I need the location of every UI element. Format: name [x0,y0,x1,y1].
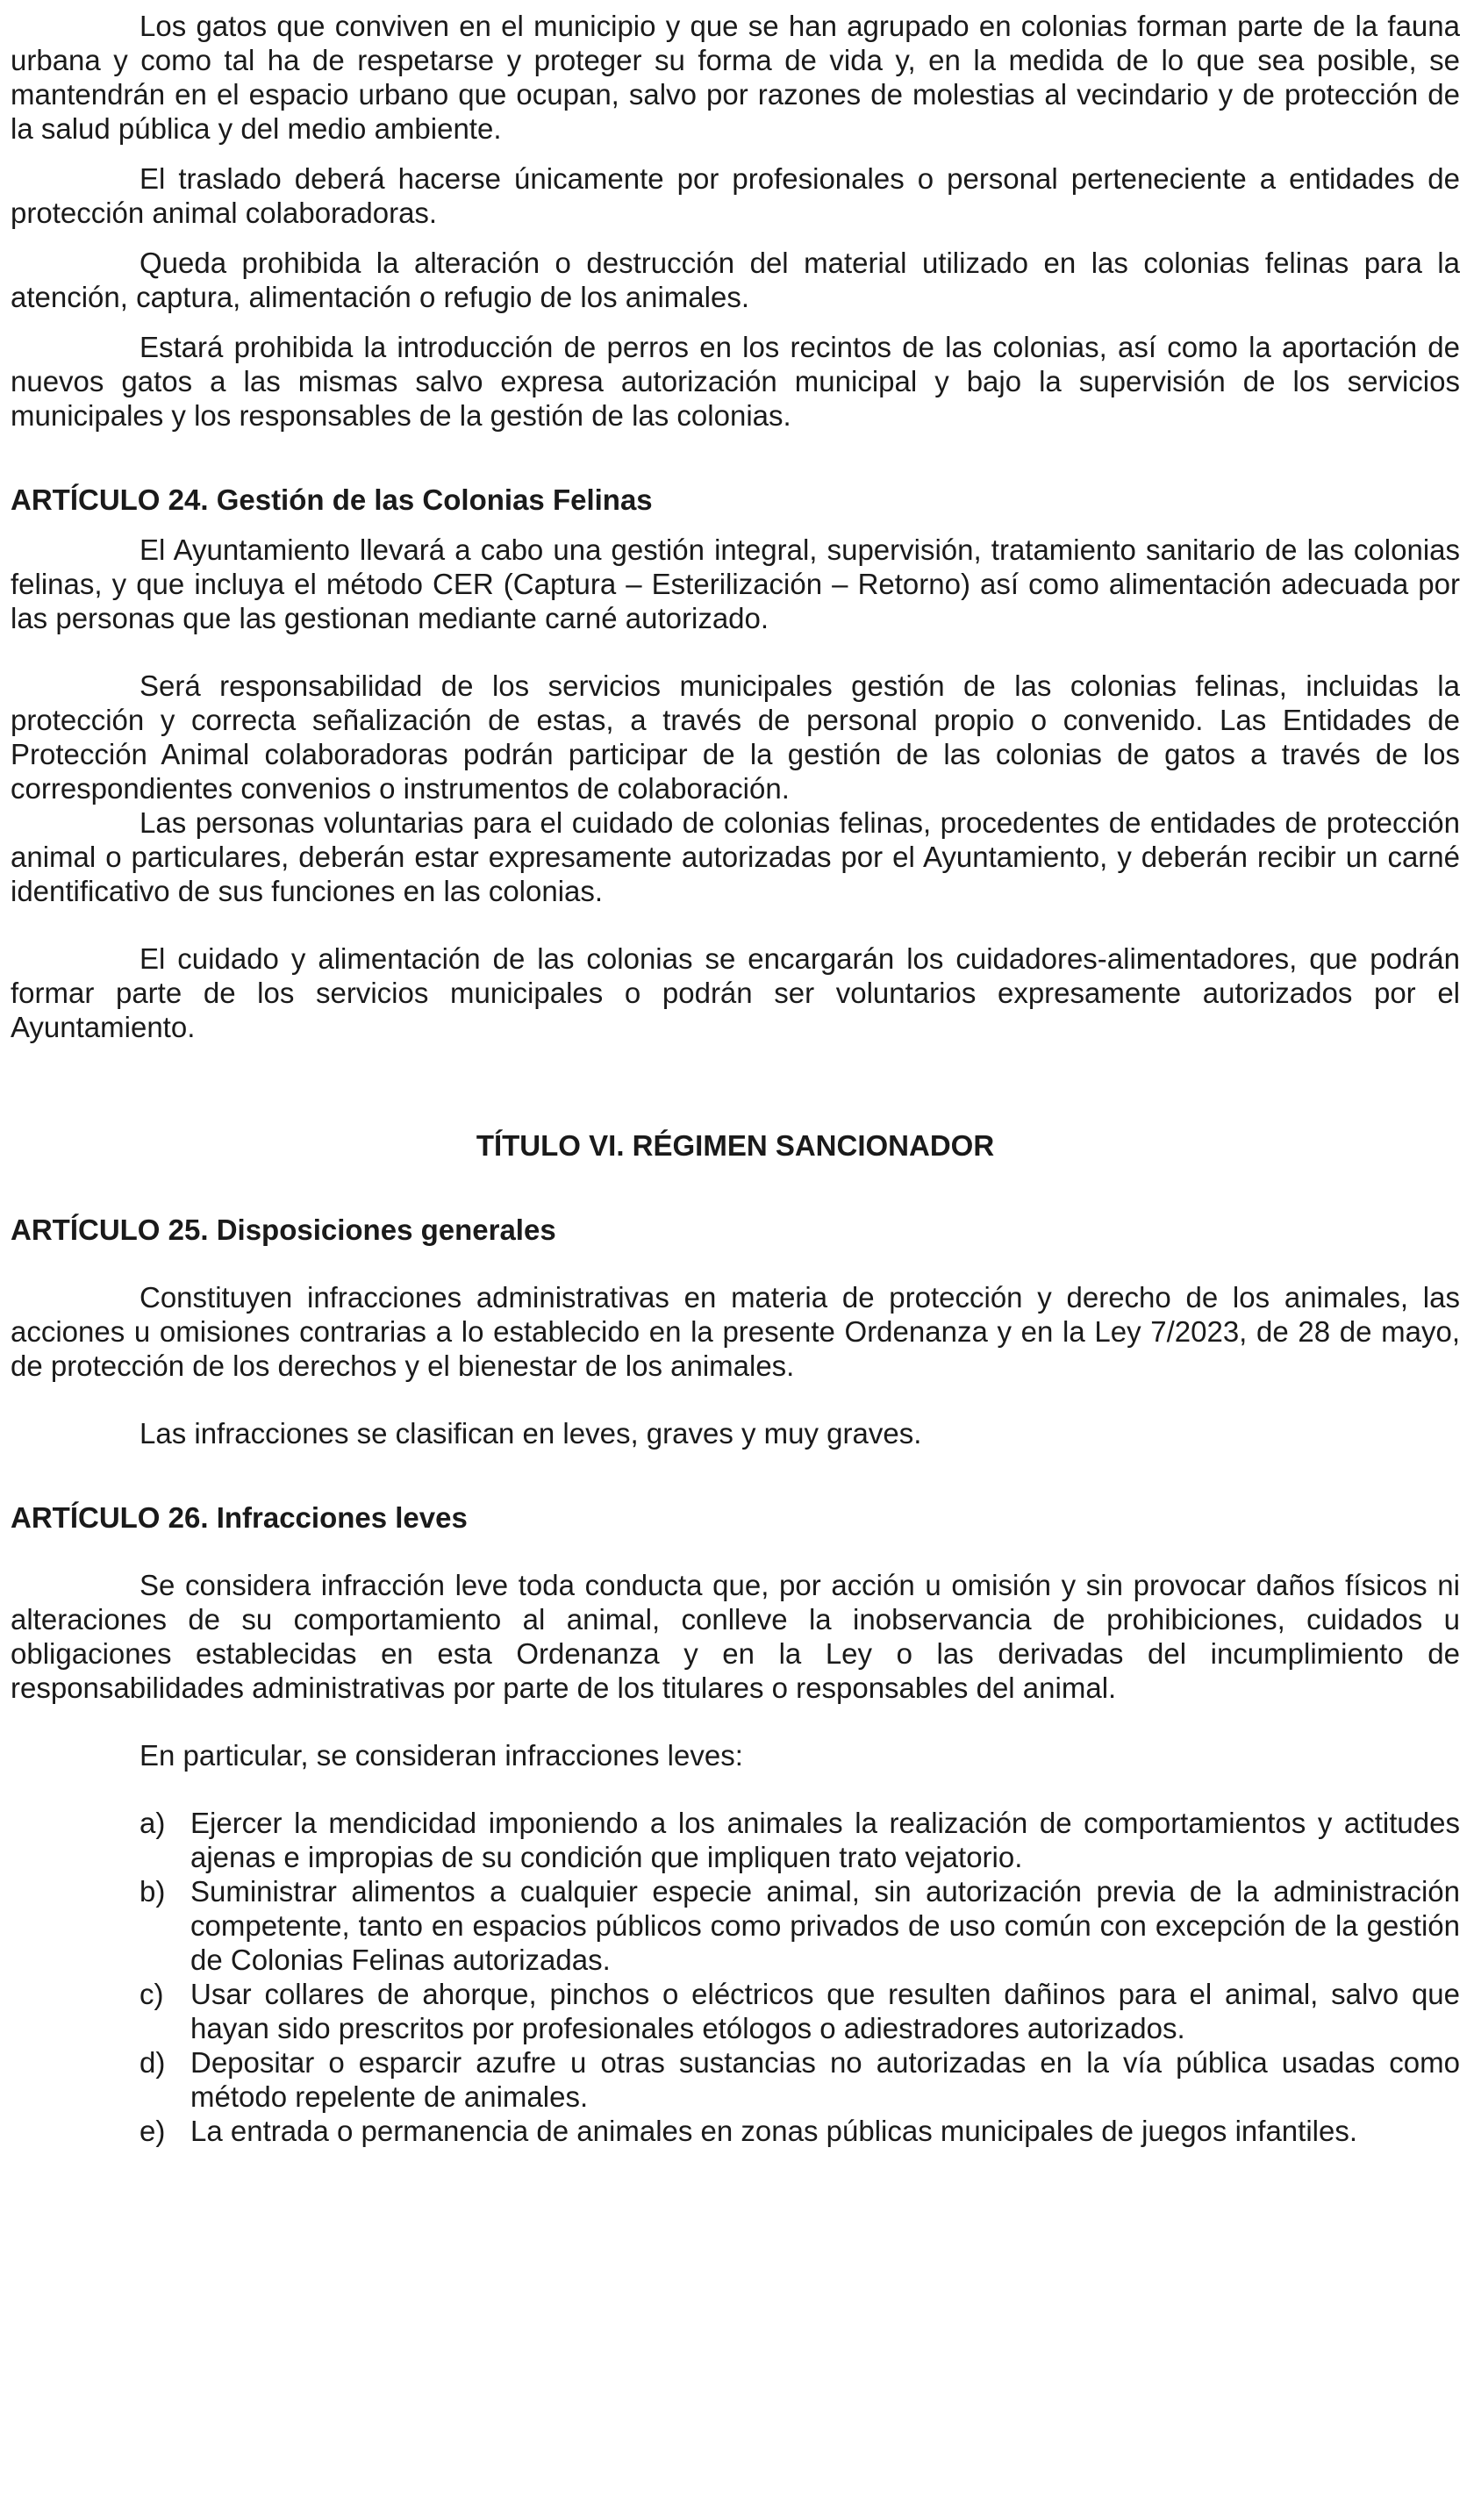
list-item [11,1874,1460,1977]
document-page [11,9,1460,2148]
list-item-text: Ejercer la mendicidad imponiendo a los animales la realización de comportamientos y actitudes ajenas e impropias de su condición que impliquen trato vejatorio. [190,1807,1460,1873]
paragraph: Los gatos que conviven en el municipio y que se han agrupado en colonias forman parte de la fauna urbana y como tal ha de respetarse y proteger su forma de vida y, en la medida de lo que sea posible, se mantendrán en el espacio urbano que ocupan, salvo por razones de molestias al vecindario y de protección de la salud pública y del medio ambiente. [11,10,1460,145]
paragraph: Estará prohibida la introducción de perros en los recintos de las colonias, así como la aportación de nuevos gatos a las mismas salvo expresa autorización municipal y bajo la supervisión de los servicios municipales y los responsables de la gestión de las colonias. [11,331,1460,432]
list-item-text: Usar collares de ahorque, pinchos o eléctricos que resulten dañinos para el animal, salvo que hayan sido prescritos por profesionales etólogos o adiestradores autorizados. [190,1978,1460,2044]
list-marker: d) [140,2046,166,2079]
list-marker: b) [140,1875,166,1908]
article-24-heading: ARTÍCULO 24. Gestión de las Colonias Felinas [11,483,653,516]
list-item-text: Suministrar alimentos a cualquier especie animal, sin autorización previa de la administración competente, tanto en espacios públicos como privados de uso común con excepción de la gestión de Colonias Felinas autorizadas. [190,1875,1460,1976]
list-item [11,1977,1460,2045]
paragraph: El traslado deberá hacerse únicamente por profesionales o personal perteneciente a entidades de protección animal colaboradoras. [11,162,1460,229]
list-marker: a) [140,1807,166,1839]
paragraph: Las personas voluntarias para el cuidado de colonias felinas, procedentes de entidades de protección animal o particulares, deberán estar expresamente autorizadas por el Ayuntamiento, y deberán recibir un carné identificativo de sus funciones en las colonias. [11,806,1460,907]
paragraph: Constituyen infracciones administrativas en materia de protección y derecho de los animales, las acciones u omisiones contrarias a lo establecido en la presente Ordenanza y en la Ley 7/2023, de 28 de mayo, de protección de los derechos y el bienestar de los animales. [11,1281,1460,1382]
infractions-list [11,1806,1460,2148]
list-item [11,2045,1460,2114]
list-marker: c) [140,1978,164,2010]
list-marker: e) [140,2115,166,2147]
title-vi: TÍTULO VI. RÉGIMEN SANCIONADOR [476,1129,995,1162]
list-item [11,2114,1460,2148]
list-item-text: Depositar o esparcir azufre u otras sustancias no autorizadas en la vía pública usadas como método repelente de animales. [190,2046,1460,2113]
article-26-heading: ARTÍCULO 26. Infracciones leves [11,1501,468,1534]
paragraph: El cuidado y alimentación de las colonias se encargarán los cuidadores-alimentadores, que podrán formar parte de los servicios municipales o podrán ser voluntarios expresamente autorizados por el Ayuntamiento. [11,942,1460,1043]
article-25-heading: ARTÍCULO 25. Disposiciones generales [11,1213,556,1246]
paragraph: Las infracciones se clasifican en leves, graves y muy graves. [140,1417,922,1450]
paragraph: En particular, se consideran infracciones leves: [140,1739,743,1772]
paragraph: El Ayuntamiento llevará a cabo una gestión integral, supervisión, tratamiento sanitario de las colonias felinas, y que incluya el método CER (Captura – Esterilización – Retorno) así como alimentación adecuada por las personas que las gestionan mediante carné autorizado. [11,533,1460,634]
list-item [11,1806,1460,1874]
list-item-text: La entrada o permanencia de animales en zonas públicas municipales de juegos infantiles. [190,2115,1358,2147]
paragraph: Será responsabilidad de los servicios municipales gestión de las colonias felinas, incluidas la protección y correcta señalización de estas, a través de personal propio o convenido. Las Entidades de Protección Animal colaboradoras podrán participar de la gestión de las colonias de gatos a través de los correspondientes convenios o instrumentos de colaboración. [11,669,1460,805]
paragraph: Queda prohibida la alteración o destrucción del material utilizado en las colonias felinas para la atención, captura, alimentación o refugio de los animales. [11,247,1460,313]
paragraph: Se considera infracción leve toda conducta que, por acción u omisión y sin provocar daños físicos ni alteraciones de su comportamiento al animal, conlleve la inobservancia de prohibiciones, cuidados u obligaciones establecidas en esta Ordenanza y en la Ley o las derivadas del incumplimiento de responsabilidades administrativas por parte de los titulares o responsables del animal. [11,1569,1460,1704]
